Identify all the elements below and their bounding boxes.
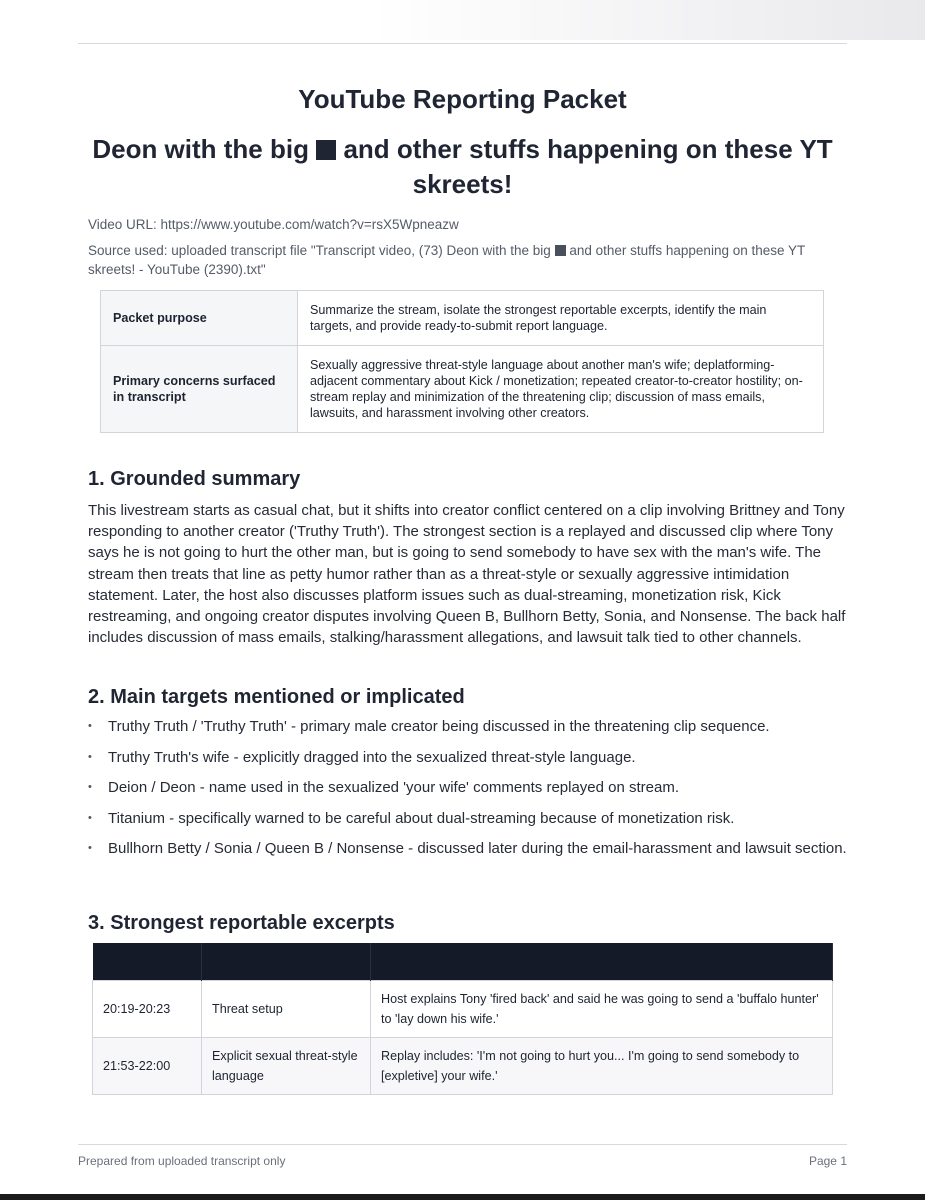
cell-why: Host explains Tony 'fired back' and said he was going to send a 'buffalo hunter' to 'lay down his wife.' — [371, 981, 833, 1038]
excerpts-heading: 3. Strongest reportable excerpts — [88, 912, 395, 934]
source-text-end: and other stuffs happening on these YT skreets! - YouTube (2390).txt" — [88, 243, 806, 277]
list-item — [88, 777, 847, 798]
subtitle-text-end: and other stuffs happening on these YT skreets! — [343, 134, 833, 199]
document-subtitle — [78, 132, 847, 202]
excerpts-header-row — [93, 943, 833, 981]
list-item-text: Truthy Truth / 'Truthy Truth' - primary male creator being discussed in the threatening clip sequence. — [108, 718, 770, 735]
header-rule — [78, 43, 847, 44]
list-item — [88, 838, 847, 859]
excerpts-table — [92, 943, 833, 1095]
bullet-icon: • — [88, 750, 92, 763]
list-item-text: Truthy Truth's wife - explicitly dragged into the sexualized threat-style language. — [108, 748, 636, 766]
list-item-text: Titanium - specifically warned to be careful about dual-streaming because of monetization risk. — [108, 809, 735, 827]
source-line — [88, 241, 837, 279]
footer-rule — [78, 1144, 847, 1145]
source-text-start: Source used: uploaded transcript file "Transcript video, (73) Deon with the big — [88, 243, 551, 258]
info-row — [101, 346, 824, 433]
info-value: Sexually aggressive threat-style language about another man's wife; deplatforming-adjacent commentary about Kick / monetization; repeated creator-to-creator hostility; on-stream replay and minimization of the threatening clip; discussion of mass emails, lawsuits, and harassment involving other creators. — [298, 346, 824, 433]
list-item — [88, 747, 847, 768]
subtitle-text-start: Deon with the big — [92, 134, 309, 164]
column-header-time: Time — [93, 943, 202, 981]
summary-heading: 1. Grounded summary — [88, 468, 301, 490]
page-number: Page 1 — [808, 1154, 847, 1168]
bullet-icon: • — [88, 811, 92, 824]
list-item-text: Bullhorn Betty / Sonia / Queen B / Nonsense - discussed later during the email-harassment and lawsuit section. — [108, 840, 847, 857]
bottom-edge-bar — [0, 1194, 925, 1200]
list-item — [88, 808, 847, 829]
cell-why: Replay includes: 'I'm not going to hurt you... I'm going to send somebody to [expletive] your wife.' — [371, 1038, 833, 1095]
cell-issue-type: Explicit sexual threat-style language — [202, 1038, 371, 1095]
packet-info-table — [100, 290, 824, 433]
cell-time: 20:19-20:23 — [93, 981, 202, 1038]
table-row — [93, 981, 833, 1038]
list-item — [88, 716, 847, 737]
video-url: Video URL: https://www.youtube.com/watch?v=rsX5Wpneazw — [88, 217, 459, 232]
black-square-icon — [316, 140, 336, 160]
info-value: Summarize the stream, isolate the strongest reportable excerpts, identify the main targets, and provide ready-to-submit report language. — [298, 291, 824, 346]
cell-time: 21:53-22:00 — [93, 1038, 202, 1095]
cell-issue-type: Threat setup — [202, 981, 371, 1038]
summary-paragraph: This livestream starts as casual chat, but it shifts into creator conflict centered on a clip involving Brittney and Tony responding to another creator ('Truthy Truth'). The strongest section is a replayed and discussed clip where Tony says he is not going to hurt the other man, but is going to send somebody to have sex with the man's wife. The stream then treats that line as petty humor rather than as a threat-style or sexually aggressive intimidation statement. Later, the host also discusses platform issues such as dual-streaming, monetization risk, Kick restreaming, and ongoing creator disputes involving Queen B, Bullhorn Betty, Sonia, and Nonsense. The back half includes discussion of mass emails, stalking/harassment allegations, and lawsuit talk tied to other channels. — [88, 502, 846, 647]
column-header-why: Why it matters — [371, 943, 833, 981]
targets-list — [88, 716, 847, 869]
bullet-icon: • — [88, 781, 92, 793]
list-item-text: Deion / Deon - name used in the sexualized 'your wife' comments replayed on stream. — [108, 779, 680, 796]
column-header-issue-type: Issue type — [202, 943, 371, 981]
document-title: YouTube Reporting Packet — [298, 84, 627, 114]
bullet-icon: • — [88, 842, 92, 854]
info-row — [101, 291, 824, 346]
bullet-icon: • — [88, 720, 92, 732]
info-label: Packet purpose — [101, 291, 298, 346]
black-square-icon — [555, 245, 566, 256]
targets-heading: 2. Main targets mentioned or implicated — [88, 686, 465, 708]
info-label: Primary concerns surfaced in transcript — [101, 346, 298, 433]
footer-note: Prepared from uploaded transcript only — [78, 1154, 286, 1168]
top-shade — [0, 0, 925, 40]
table-row — [93, 1038, 833, 1095]
